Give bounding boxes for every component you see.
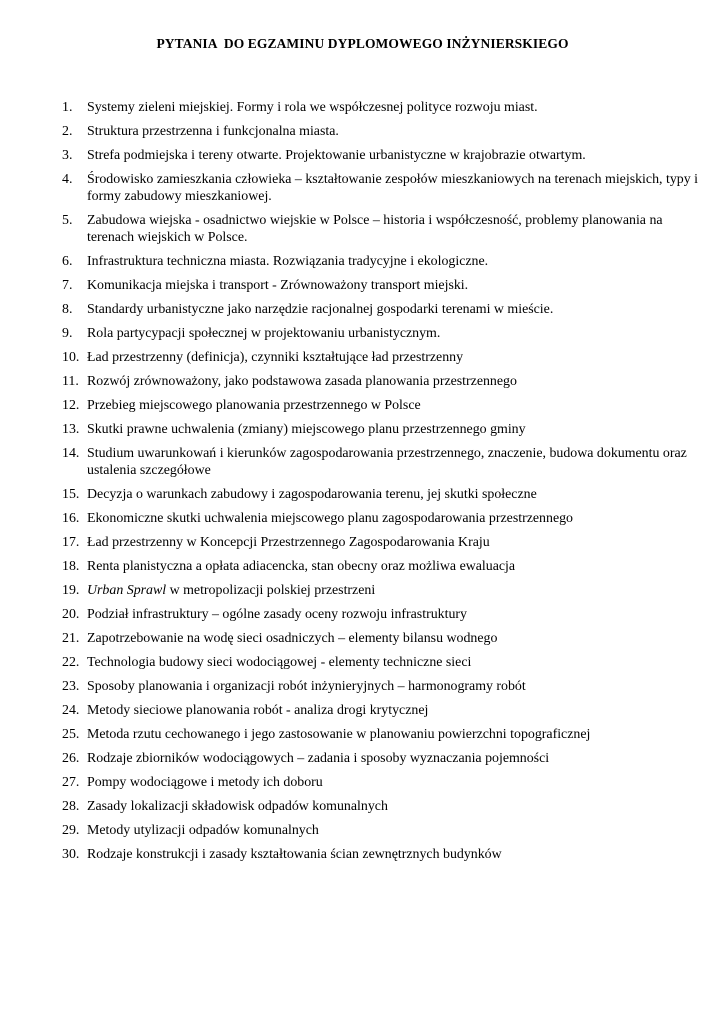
question-item [62, 798, 702, 815]
question-text-body: Przebieg miejscowego planowania przestrzennego w Polsce [87, 398, 421, 413]
question-item [62, 582, 702, 599]
question-text [87, 703, 428, 718]
question-number: 16. [62, 511, 80, 526]
question-item [62, 123, 702, 140]
question-text-body: Strefa podmiejska i tereny otwarte. Projektowanie urbanistyczne w krajobrazie otwartym. [87, 148, 586, 163]
question-text-body: Infrastruktura techniczna miasta. Rozwiązania tradycyjne i ekologiczne. [87, 254, 489, 269]
question-number: 15. [62, 487, 80, 502]
question-item [62, 212, 702, 246]
question-text [87, 100, 538, 115]
question-number: 13. [62, 422, 80, 437]
question-text-body: Rozwój zrównoważony, jako podstawowa zasada planowania przestrzennego [87, 374, 517, 389]
question-number: 6. [62, 254, 73, 269]
question-item [62, 253, 702, 270]
question-text [87, 278, 468, 293]
question-number: 9. [62, 326, 73, 341]
question-text [87, 559, 515, 574]
question-text [87, 799, 388, 814]
question-number: 2. [62, 124, 73, 139]
page-title: PYTANIA DO EGZAMINU DYPLOMOWEGO INŻYNIERSKIEGO [156, 36, 569, 51]
question-item [62, 349, 702, 366]
question-number: 30. [62, 847, 80, 862]
question-item [62, 99, 702, 116]
question-text [87, 326, 440, 341]
question-text-body: Pompy wodociągowe i metody ich doboru [87, 775, 323, 790]
question-item [62, 445, 702, 479]
question-text-body: Podział infrastruktury – ogólne zasady oceny rozwoju infrastruktury [87, 607, 467, 622]
question-text [87, 535, 490, 550]
question-item [62, 373, 702, 390]
question-number: 8. [62, 302, 73, 317]
question-text [87, 679, 526, 694]
question-number: 19. [62, 583, 80, 598]
question-number: 24. [62, 703, 80, 718]
question-text-body: Środowisko zamieszkania człowieka – kształtowanie zespołów mieszkaniowych na terenach miejskich, typy i formy zabudowy mieszkaniowej. [87, 172, 698, 204]
question-item [62, 171, 702, 205]
question-text-body: w metropolizacji polskiej przestrzeni [166, 583, 376, 598]
question-item [62, 558, 702, 575]
question-text [87, 124, 339, 139]
question-number: 11. [62, 374, 79, 389]
question-text [87, 398, 421, 413]
question-item [62, 822, 702, 839]
question-number: 1. [62, 100, 73, 115]
question-text [87, 446, 687, 478]
question-number: 7. [62, 278, 73, 293]
question-item [62, 534, 702, 551]
question-text-body: Rola partycypacji społecznej w projektowaniu urbanistycznym. [87, 326, 441, 341]
question-text [87, 607, 467, 622]
question-number: 26. [62, 751, 80, 766]
question-list [62, 99, 702, 870]
question-item [62, 774, 702, 791]
question-text-body: Rodzaje konstrukcji i zasady kształtowania ścian zewnętrznych budynków [87, 847, 502, 862]
question-item [62, 702, 702, 719]
question-text [87, 302, 553, 317]
question-text [87, 583, 375, 598]
question-text-body: Sposoby planowania i organizacji robót inżynieryjnych – harmonogramy robót [87, 679, 526, 694]
question-text-body: Zabudowa wiejska - osadnictwo wiejskie w Polsce – historia i współczesność, problemy planowania na terenach wiejskich w Polsce. [87, 213, 663, 245]
question-text-body: Renta planistyczna a opłata adiacencka, stan obecny oraz możliwa ewaluacja [87, 559, 516, 574]
question-text [87, 254, 488, 269]
question-item [62, 630, 702, 647]
question-text-body: Zapotrzebowanie na wodę sieci osadniczych – elementy bilansu wodnego [87, 631, 498, 646]
question-text [87, 847, 502, 862]
question-number: 5. [62, 213, 73, 228]
question-item [62, 510, 702, 527]
question-number: 28. [62, 799, 80, 814]
question-text-body: Technologia budowy sieci wodociągowej - elementy techniczne sieci [87, 655, 472, 670]
question-text [87, 631, 497, 646]
question-item [62, 678, 702, 695]
question-item [62, 277, 702, 294]
question-text-body: Metoda rzutu cechowanego i jego zastosowanie w planowaniu powierzchni topograficznej [87, 727, 591, 742]
question-text [87, 374, 517, 389]
question-number: 10. [62, 350, 80, 365]
question-text-body: Studium uwarunkowań i kierunków zagospodarowania przestrzennego, znaczenie, budowa dokumentu oraz ustalenia szczegółowe [87, 446, 687, 478]
question-text [87, 487, 537, 502]
question-text-body: Metody utylizacji odpadów komunalnych [87, 823, 319, 838]
question-item [62, 397, 702, 414]
question-text-body: Decyzja o warunkach zabudowy i zagospodarowania terenu, jej skutki społeczne [87, 487, 537, 502]
question-number: 3. [62, 148, 73, 163]
question-text [87, 823, 319, 838]
question-text-body: Komunikacja miejska i transport - Zrównoważony transport miejski. [87, 278, 469, 293]
question-text [87, 148, 586, 163]
question-text-body: Metody sieciowe planowania robót - analiza drogi krytycznej [87, 703, 429, 718]
question-text-body: Skutki prawne uchwalenia (zmiany) miejscowego planu przestrzennego gminy [87, 422, 526, 437]
question-text [87, 213, 663, 245]
question-text-body: Ład przestrzenny w Koncepcji Przestrzennego Zagospodarowania Kraju [87, 535, 490, 550]
question-text-body: Ład przestrzenny (definicja), czynniki kształtujące ład przestrzenny [87, 350, 464, 365]
question-number: 22. [62, 655, 80, 670]
question-number: 4. [62, 172, 73, 187]
question-number: 21. [62, 631, 80, 646]
question-text-body: Rodzaje zbiorników wodociągowych – zadania i sposoby wyznaczania pojemności [87, 751, 550, 766]
question-text [87, 727, 590, 742]
question-text [87, 350, 463, 365]
question-number: 23. [62, 679, 80, 694]
question-number: 20. [62, 607, 80, 622]
question-number: 17. [62, 535, 80, 550]
question-item [62, 654, 702, 671]
question-number: 18. [62, 559, 80, 574]
question-text [87, 655, 471, 670]
question-italic-term: Urban Sprawl [87, 583, 167, 598]
question-text [87, 172, 698, 204]
question-number: 29. [62, 823, 80, 838]
question-text-body: Struktura przestrzenna i funkcjonalna miasta. [87, 124, 339, 139]
question-item [62, 726, 702, 743]
question-number: 25. [62, 727, 80, 742]
question-text-body: Standardy urbanistyczne jako narzędzie racjonalnej gospodarki terenami w mieście. [87, 302, 554, 317]
question-item [62, 606, 702, 623]
question-item [62, 147, 702, 164]
question-text [87, 775, 323, 790]
question-item [62, 325, 702, 342]
question-text-body: Ekonomiczne skutki uchwalenia miejscowego planu zagospodarowania przestrzennego [87, 511, 574, 526]
question-text [87, 422, 526, 437]
question-item [62, 301, 702, 318]
question-text [87, 511, 573, 526]
question-text-body: Zasady lokalizacji składowisk odpadów komunalnych [87, 799, 388, 814]
question-item [62, 750, 702, 767]
question-number: 27. [62, 775, 80, 790]
question-text-body: Systemy zieleni miejskiej. Formy i rola we współczesnej polityce rozwoju miast. [87, 100, 538, 115]
question-number: 14. [62, 446, 80, 461]
question-item [62, 846, 702, 863]
question-item [62, 421, 702, 438]
question-text [87, 751, 549, 766]
question-number: 12. [62, 398, 80, 413]
question-item [62, 486, 702, 503]
